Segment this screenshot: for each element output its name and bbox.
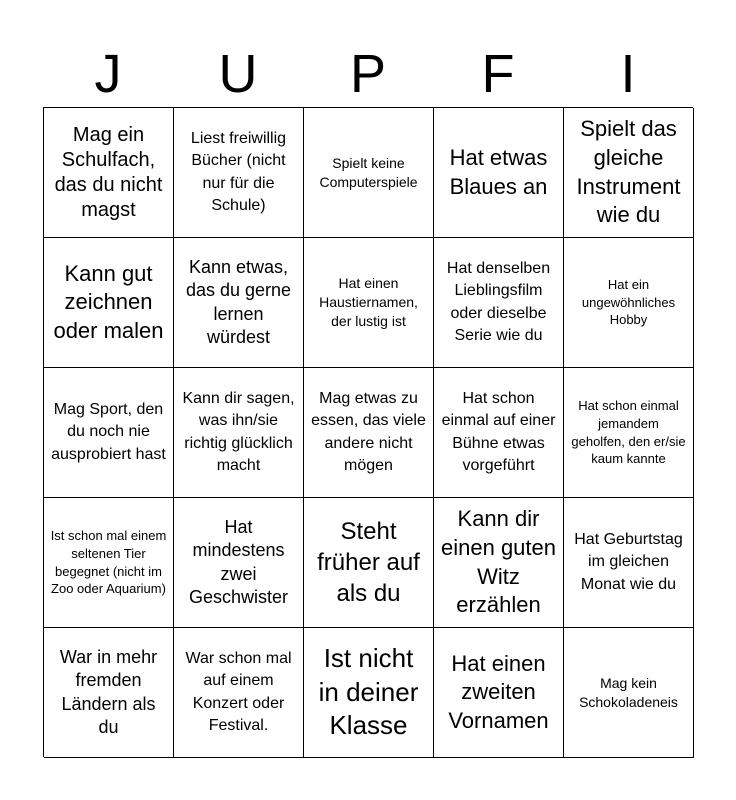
bingo-cell-text: Hat schon einmal auf einer Bühne etwas vorgeführt <box>441 389 556 474</box>
bingo-cell-text: Mag ein Schulfach, das du nicht magst <box>54 123 163 221</box>
header-letter-p: P <box>349 44 387 104</box>
bingo-cell[interactable] <box>304 108 434 238</box>
bingo-cell-text: Hat Geburtstag im gleichen Monat wie du <box>574 530 683 593</box>
bingo-cell[interactable] <box>304 498 434 628</box>
bingo-cell[interactable] <box>304 628 434 758</box>
bingo-cell[interactable] <box>174 108 304 238</box>
bingo-cell[interactable] <box>44 238 174 368</box>
header-letter-f: F <box>481 44 515 104</box>
bingo-cell[interactable] <box>304 368 434 498</box>
bingo-cell[interactable] <box>44 498 174 628</box>
bingo-cell[interactable] <box>564 368 694 498</box>
bingo-cell-text: Ist schon mal einem seltenen Tier begegnet (nicht im Zoo oder Aquarium) <box>50 528 167 597</box>
bingo-cell-text: Spielt das gleiche Instrument wie du <box>576 116 681 228</box>
bingo-cell-text: Hat etwas Blaues an <box>449 144 548 199</box>
bingo-cell[interactable] <box>174 368 304 498</box>
bingo-cell[interactable] <box>434 628 564 758</box>
header-letter-j: J <box>94 44 122 104</box>
bingo-cell[interactable] <box>434 498 564 628</box>
bingo-cell-text: Ist nicht in deiner Klasse <box>318 642 419 741</box>
bingo-cell[interactable] <box>44 368 174 498</box>
bingo-cell-text: Mag Sport, den du noch nie ausprobiert hast <box>51 400 166 463</box>
bingo-cell[interactable] <box>434 368 564 498</box>
bingo-cell[interactable] <box>434 238 564 368</box>
bingo-board <box>43 107 693 757</box>
bingo-header <box>43 42 693 106</box>
bingo-cell[interactable] <box>564 498 694 628</box>
bingo-cell-text: Hat ein ungewöhnliches Hobby <box>581 277 676 328</box>
bingo-cell[interactable] <box>174 238 304 368</box>
bingo-cell-text: Kann dir einen guten Witz erzählen <box>441 506 556 618</box>
bingo-cell-text: Hat mindestens zwei Geschwister <box>188 516 289 607</box>
bingo-cell-text: Mag kein Schokoladeneis <box>579 674 678 710</box>
bingo-cell[interactable] <box>564 628 694 758</box>
bingo-cell-text: Hat denselben Lieblingsfilm oder dieselbe Serie wie du <box>446 259 551 344</box>
bingo-cell-text: Hat einen Haustiernamen, der lustig ist <box>319 275 418 329</box>
bingo-cell-text: Kann dir sagen, was ihn/sie richtig glücklich macht <box>182 389 295 474</box>
bingo-cell-text: War in mehr fremden Ländern als du <box>59 646 158 737</box>
bingo-cell-text: War schon mal auf einem Konzert oder Festival. <box>185 649 292 734</box>
bingo-cell-text: Hat einen zweiten Vornamen <box>448 650 549 733</box>
header-letter-i: I <box>620 44 636 104</box>
bingo-cell-text: Mag etwas zu essen, das viele andere nicht mögen <box>311 389 426 474</box>
bingo-cell[interactable] <box>174 498 304 628</box>
bingo-cell[interactable] <box>174 628 304 758</box>
bingo-cell-text: Kann etwas, das du gerne lernen würdest <box>185 256 292 347</box>
bingo-cell-text: Liest freiwillig Bücher (nicht nur für die Schule) <box>190 129 287 214</box>
bingo-cell-text: Steht früher auf als du <box>317 517 420 608</box>
bingo-cell[interactable] <box>564 108 694 238</box>
bingo-cell[interactable] <box>564 238 694 368</box>
bingo-cell[interactable] <box>44 628 174 758</box>
bingo-cell-text: Kann gut zeichnen oder malen <box>53 260 164 343</box>
header-letter-u: U <box>218 44 258 104</box>
bingo-cell[interactable] <box>434 108 564 238</box>
bingo-cell-text: Hat schon einmal jemandem geholfen, den er/sie kaum kannte <box>571 398 686 467</box>
bingo-cell[interactable] <box>304 238 434 368</box>
bingo-cell[interactable] <box>44 108 174 238</box>
bingo-cell-text: Spielt keine Computerspiele <box>319 154 418 190</box>
